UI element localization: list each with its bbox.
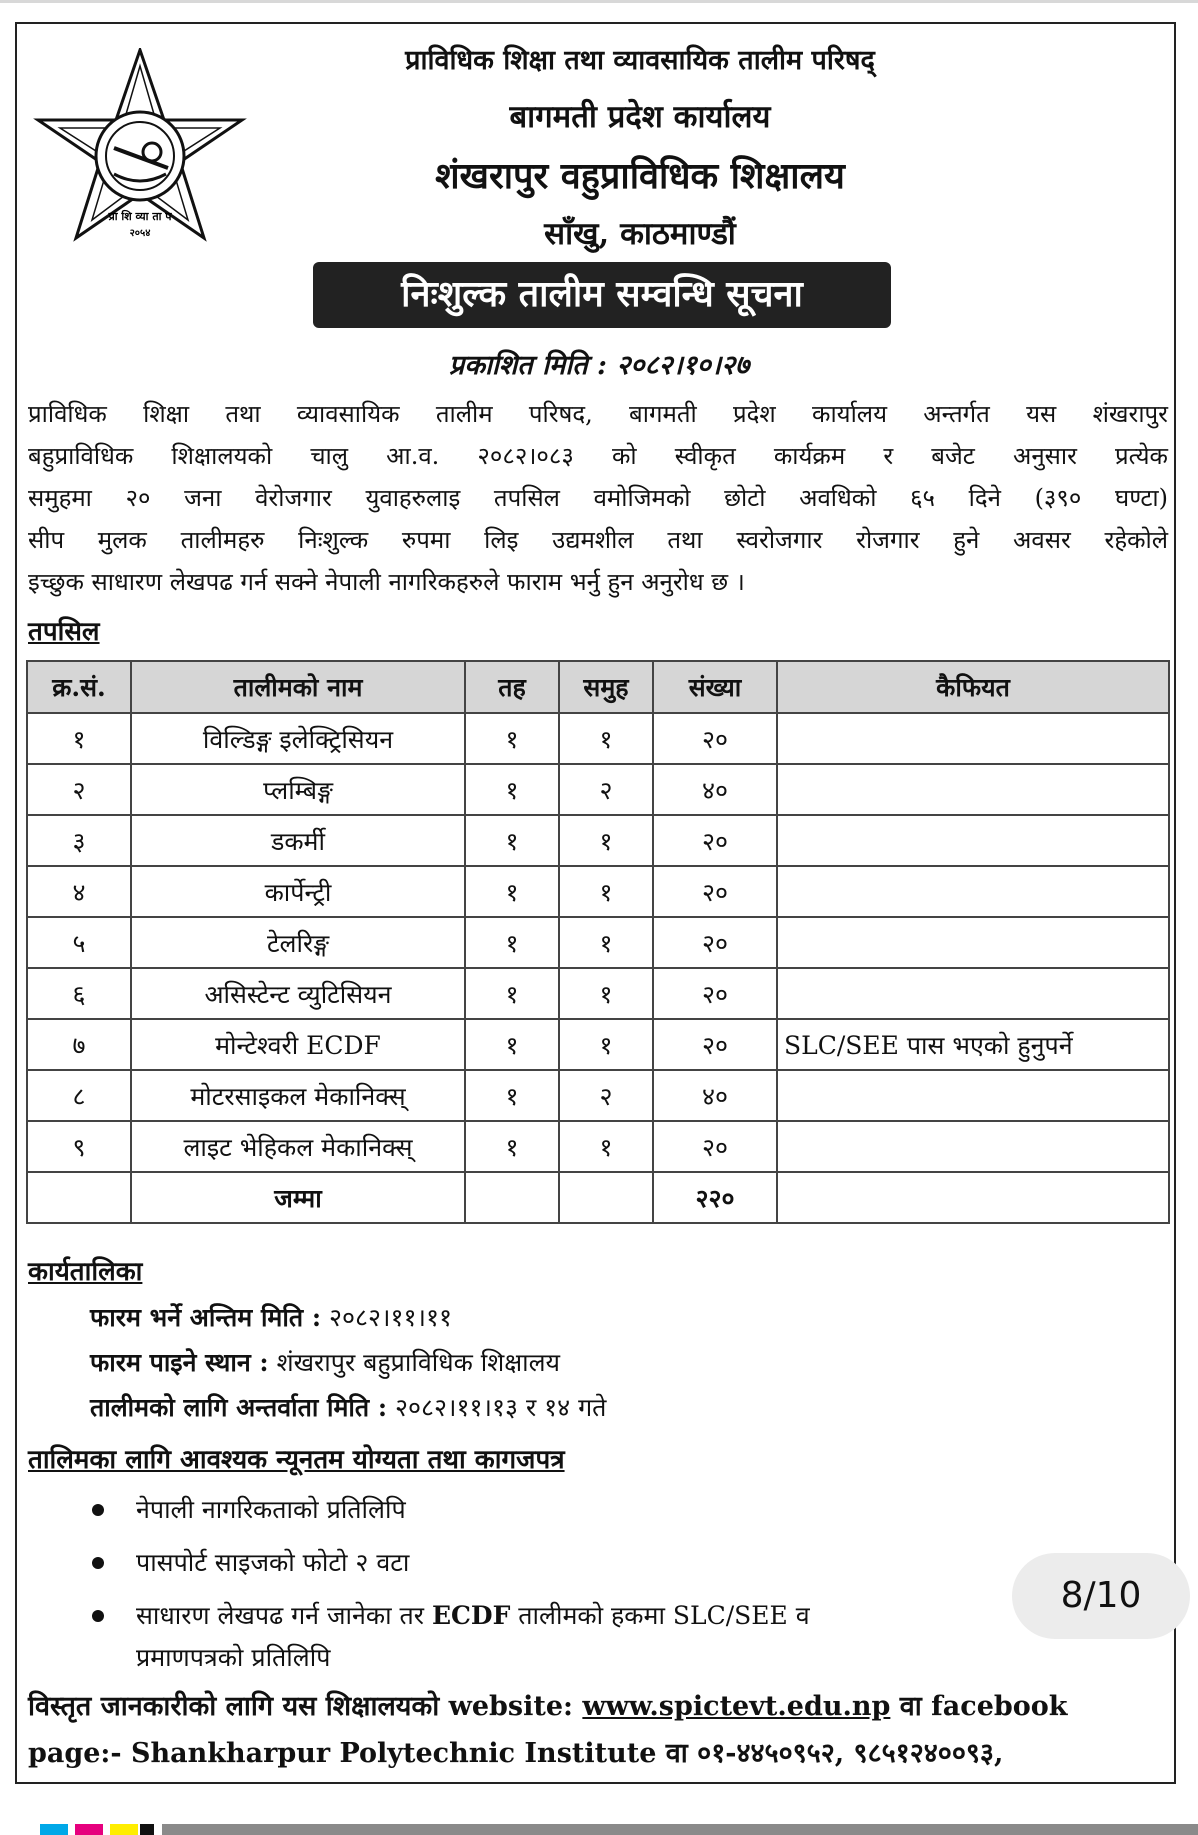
table-cell: मोन्टेश्वरी ECDF	[131, 1019, 465, 1070]
table-cell: १	[559, 917, 653, 968]
col-header: तालीमको नाम	[131, 661, 465, 713]
kv-label: तालीमको लागि अन्तर्वाता मिति :	[90, 1393, 388, 1422]
table-row	[27, 713, 1169, 764]
contact-suffix: वा facebook	[890, 1691, 1068, 1722]
table-cell: मोटरसाइकल मेकानिक्स्	[131, 1070, 465, 1121]
logo-text: प्रा शि व्या ता प	[108, 210, 172, 223]
table-cell: डकर्मी	[131, 815, 465, 866]
table-cell: १	[559, 1121, 653, 1172]
kv-value: शंखरापुर बहुप्राविधिक शिक्षालय	[268, 1348, 561, 1377]
table-cell	[777, 968, 1169, 1019]
table-cell: २०	[653, 917, 777, 968]
form-location	[90, 1345, 560, 1379]
table-section-title: तपसिल	[28, 617, 100, 647]
intro-paragraph	[28, 393, 1168, 603]
table-cell: २	[559, 1070, 653, 1121]
table-cell: २०	[653, 1019, 777, 1070]
total-cell: २२०	[653, 1172, 777, 1223]
contact-line-2: page:- Shankharpur Polytechnic Institute वा ०१-४४५०९५२, ९८५१२४००९३,	[28, 1738, 1004, 1769]
table-cell: १	[465, 1121, 559, 1172]
school-location: साँखु, काठमाण्डौं	[544, 216, 736, 252]
intro-line: सीप मुलक तालीमहरु निःशुल्क रुपमा लिइ उद्यमशील तथा स्वरोजगार रोजगार हुने अवसर रहेकोले	[28, 526, 1168, 554]
item3-bold: ECDF	[431, 1601, 511, 1630]
list-item-text: नेपाली नागरिकताको प्रतिलिपि	[136, 1495, 406, 1524]
list-item-text: प्रमाणपत्रको प्रतिलिपि	[136, 1643, 331, 1672]
table-cell: २	[27, 764, 131, 815]
table-cell: १	[465, 1019, 559, 1070]
table-cell	[777, 764, 1169, 815]
table-cell: SLC/SEE पास भएको हुनुपर्ने	[777, 1019, 1169, 1070]
table-cell: २०	[653, 968, 777, 1019]
table-cell: २०	[653, 1121, 777, 1172]
table-row	[27, 815, 1169, 866]
table-cell: ४०	[653, 1070, 777, 1121]
contact-prefix: विस्तृत जानकारीको लागि यस शिक्षालयको website:	[28, 1691, 583, 1722]
table-cell: १	[559, 1019, 653, 1070]
table-cell: टेलरिङ्ग	[131, 917, 465, 968]
training-table	[26, 660, 1170, 1224]
table-cell: ५	[27, 917, 131, 968]
table-cell: ७	[27, 1019, 131, 1070]
intro-line: समुहमा २० जना वेरोजगार युवाहरुलाइ तपसिल वमोजिमको छोटो अवधिको ६५ दिने (३९० घण्टा)	[28, 484, 1168, 512]
form-deadline	[90, 1300, 452, 1334]
table-cell: १	[559, 968, 653, 1019]
council-logo-icon	[30, 48, 250, 258]
interview-date	[90, 1390, 606, 1424]
table-row	[27, 1019, 1169, 1070]
website-link[interactable]: www.spictevt.edu.np	[582, 1691, 891, 1722]
kv-label: फारम पाइने स्थान :	[90, 1348, 269, 1377]
table-cell: १	[27, 713, 131, 764]
table-cell	[777, 866, 1169, 917]
table-cell: असिस्टेन्ट व्युटिसियन	[131, 968, 465, 1019]
table-row	[27, 968, 1169, 1019]
table-cell: १	[465, 815, 559, 866]
table-cell: १	[559, 866, 653, 917]
empty-cell	[465, 1172, 559, 1223]
list-item-text	[136, 1598, 810, 1632]
table-row	[27, 1121, 1169, 1172]
table-cell	[777, 1121, 1169, 1172]
table-cell: लाइट भेहिकल मेकानिक्स्	[131, 1121, 465, 1172]
table-header-row	[27, 661, 1169, 713]
table-cell: २	[559, 764, 653, 815]
kv-value: २०८२।११।१३ र १४ गते	[387, 1393, 607, 1422]
kv-value: २०८२।११।११	[321, 1303, 452, 1332]
table-cell: २०	[653, 866, 777, 917]
col-header: संख्या	[653, 661, 777, 713]
footer-bar	[162, 1824, 1198, 1835]
total-cell: जम्मा	[131, 1172, 465, 1223]
table-cell: प्लम्बिङ्ग	[131, 764, 465, 815]
table-cell: ८	[27, 1070, 131, 1121]
table-total-row	[27, 1172, 1169, 1223]
table-cell: १	[465, 1070, 559, 1121]
col-header: क्र.सं.	[27, 661, 131, 713]
top-divider	[0, 0, 1198, 3]
school-name: शंखरापुर वहुप्राविधिक शिक्षालय	[435, 155, 845, 197]
col-header: तह	[465, 661, 559, 713]
intro-line: इच्छुक साधारण लेखपढ गर्न सक्ने नेपाली नागरिकहरुले फाराम भर्नु हुन अनुरोध छ ।	[28, 568, 745, 596]
kv-label: फारम भर्ने अन्तिम मिति :	[90, 1303, 322, 1332]
table-cell: १	[559, 713, 653, 764]
table-cell: १	[465, 866, 559, 917]
table-row	[27, 866, 1169, 917]
table-row	[27, 1070, 1169, 1121]
table-cell	[777, 1070, 1169, 1121]
cmyk-swatch-magenta	[75, 1824, 103, 1835]
table-cell: १	[465, 917, 559, 968]
table-cell: १	[465, 968, 559, 1019]
item3-text: साधारण लेखपढ गर्न जानेका तर	[136, 1601, 424, 1630]
table-cell	[777, 713, 1169, 764]
cmyk-swatch-yellow	[110, 1824, 138, 1835]
bullet-icon	[92, 1504, 104, 1516]
col-header: कैफियत	[777, 661, 1169, 713]
requirements-title: तालिमका लागि आवश्यक न्यूनतम योग्यता तथा कागजपत्र	[28, 1445, 565, 1475]
table-cell: ४०	[653, 764, 777, 815]
table-row	[27, 917, 1169, 968]
page-indicator: 8/10	[1012, 1553, 1190, 1639]
council-name: प्राविधिक शिक्षा तथा व्यावसायिक तालीम परिषद्	[405, 45, 875, 76]
cmyk-swatch-black	[140, 1824, 154, 1835]
intro-line: बहुप्राविधिक शिक्षालयको चालु आ.व. २०८२।०८३ को स्वीकृत कार्यक्रम र बजेट अनुसार प्रत्येक	[28, 442, 1168, 470]
list-item-text: पासपोर्ट साइजको फोटो २ वटा	[136, 1548, 410, 1577]
published-date: प्रकाशित मिति : २०८२।१०।२७	[448, 350, 750, 381]
table-cell: १	[465, 713, 559, 764]
notice-title-banner: निःशुल्क तालीम सम्वन्धि सूचना	[313, 262, 891, 328]
empty-cell	[559, 1172, 653, 1223]
logo-year: २०५४	[129, 228, 151, 239]
table-cell: ३	[27, 815, 131, 866]
table-cell	[777, 917, 1169, 968]
table-cell: २०	[653, 815, 777, 866]
table-cell: ९	[27, 1121, 131, 1172]
item3-rest: तालीमको हकमा SLC/SEE व	[510, 1601, 810, 1630]
cmyk-swatch-cyan	[40, 1824, 68, 1835]
table-cell: २०	[653, 713, 777, 764]
table-cell	[777, 815, 1169, 866]
col-header: समुह	[559, 661, 653, 713]
office-name: बागमती प्रदेश कार्यालय	[509, 99, 771, 135]
table-cell: १	[465, 764, 559, 815]
table-cell: ४	[27, 866, 131, 917]
empty-cell	[777, 1172, 1169, 1223]
table-cell: १	[559, 815, 653, 866]
table-cell: ६	[27, 968, 131, 1019]
contact-line-1	[28, 1686, 1168, 1723]
intro-line: प्राविधिक शिक्षा तथा व्यावसायिक तालीम परिषद, बागमती प्रदेश कार्यालय अन्तर्गत यस शंखरापुर	[28, 400, 1168, 428]
bullet-icon	[92, 1610, 104, 1622]
table-row	[27, 764, 1169, 815]
table-cell: विल्डिङ्ग इलेक्ट्रिसियन	[131, 713, 465, 764]
bullet-icon	[92, 1557, 104, 1569]
table-cell: कार्पेन्ट्री	[131, 866, 465, 917]
schedule-title: कार्यतालिका	[28, 1257, 143, 1287]
empty-cell	[27, 1172, 131, 1223]
